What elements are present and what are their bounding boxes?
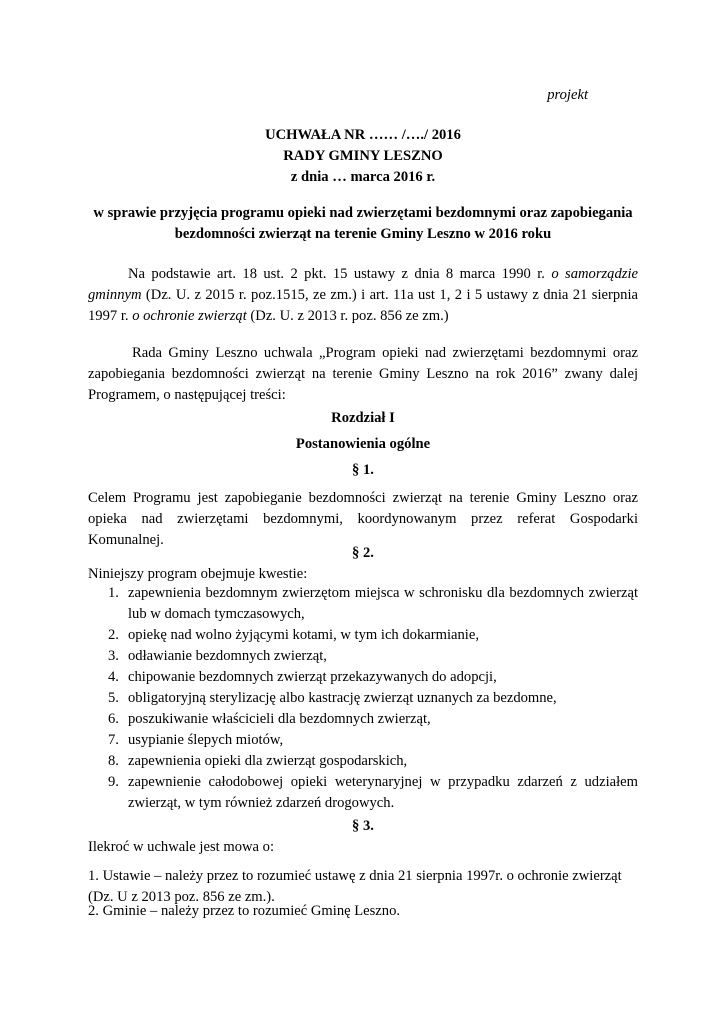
subject-line-1: w sprawie przyjęcia programu opieki nad zwierzętami bezdomnymi oraz zapobiegania — [93, 205, 633, 221]
resolution-number: UCHWAŁA NR …… /…./ 2016 — [265, 127, 461, 143]
section-2-intro: Niniejszy program obejmuje kwestie: — [88, 566, 308, 582]
section-1-text: Celem Programu jest zapobieganie bezdomności zwierząt na terenie Gminy Leszno oraz opieka nad zwierzętami bezdomnymi, koordynowanym przez referat Gospodarki Komunalnej. — [88, 490, 638, 548]
list-item: 8. zapewnienia opieki dla zwierząt gospodarskich, — [108, 753, 408, 769]
list-item: 2. opiekę nad wolno żyjącymi kotami, w tym ich dokarmianie, — [108, 627, 479, 643]
chapter-subtitle: Postanowienia ogólne — [295, 436, 431, 452]
section-3-mark: § 3. — [352, 818, 374, 834]
list-item: 9. zapewnienie całodobowej opieki weterynaryjnej w przypadku zdarzeń z udziałem zwierząt, w tym również zdarzeń drogowych. — [108, 774, 638, 811]
resolution-statement: Rada Gminy Leszno uchwala „Program opieki nad zwierzętami bezdomnymi oraz zapobiegania bezdomności zwierząt na terenie Gminy Leszno na rok 2016” zwany dalej Programem, o następującej treści: — [88, 345, 638, 403]
definition-1: 1. Ustawie – należy przez to rozumieć ustawę z dnia 21 sierpnia 1997r. o ochronie zwierząt (Dz. U z 2013 poz. 856 ze zm.). — [88, 868, 622, 905]
list-item: 5. obligatoryjną sterylizację albo kastrację zwierząt uznanych za bezdomne, — [108, 690, 557, 706]
draft-label: projekt — [547, 87, 588, 103]
legal-basis: Na podstawie art. 18 ust. 2 pkt. 15 ustawy z dnia 8 marca 1990 r. o samorządzie gminnym (Dz. U. z 2015 r. poz.1515, ze zm.) i art. 11a ust 1, 2 i 5 ustawy z dnia 21 sierpnia 1997 r. o ochronie zwierząt (Dz. U. z 2013 r. poz. 856 ze zm.) — [88, 266, 638, 324]
section-1-mark: § 1. — [352, 462, 374, 478]
resolution-subject — [88, 203, 638, 245]
document-page — [88, 0, 638, 1024]
list-item: 3. odławianie bezdomnych zwierząt, — [108, 648, 327, 664]
list-item: 6. poszukiwanie właścicieli dla bezdomnych zwierząt, — [108, 711, 431, 727]
issues-list — [108, 583, 638, 814]
section-2-mark: § 2. — [352, 545, 374, 561]
definition-2: 2. Gminie – należy przez to rozumieć Gminę Leszno. — [88, 903, 401, 919]
council-name: RADY GMINY LESZNO — [283, 148, 443, 164]
chapter-title: Rozdział I — [331, 410, 395, 426]
resolution-title — [88, 125, 638, 188]
list-item: 7. usypianie ślepych miotów, — [108, 732, 284, 748]
list-item: 4. chipowanie bezdomnych zwierząt przekazywanych do adopcji, — [108, 669, 497, 685]
subject-line-2: bezdomności zwierząt na terenie Gminy Leszno w 2016 roku — [174, 226, 552, 242]
section-3-intro: Ilekroć w uchwale jest mowa o: — [88, 839, 275, 855]
list-item: 1. zapewnienia bezdomnym zwierzętom miejsca w schronisku dla bezdomnych zwierząt lub w domach tymczasowych, — [108, 585, 638, 622]
resolution-date: z dnia … marca 2016 r. — [290, 169, 436, 185]
